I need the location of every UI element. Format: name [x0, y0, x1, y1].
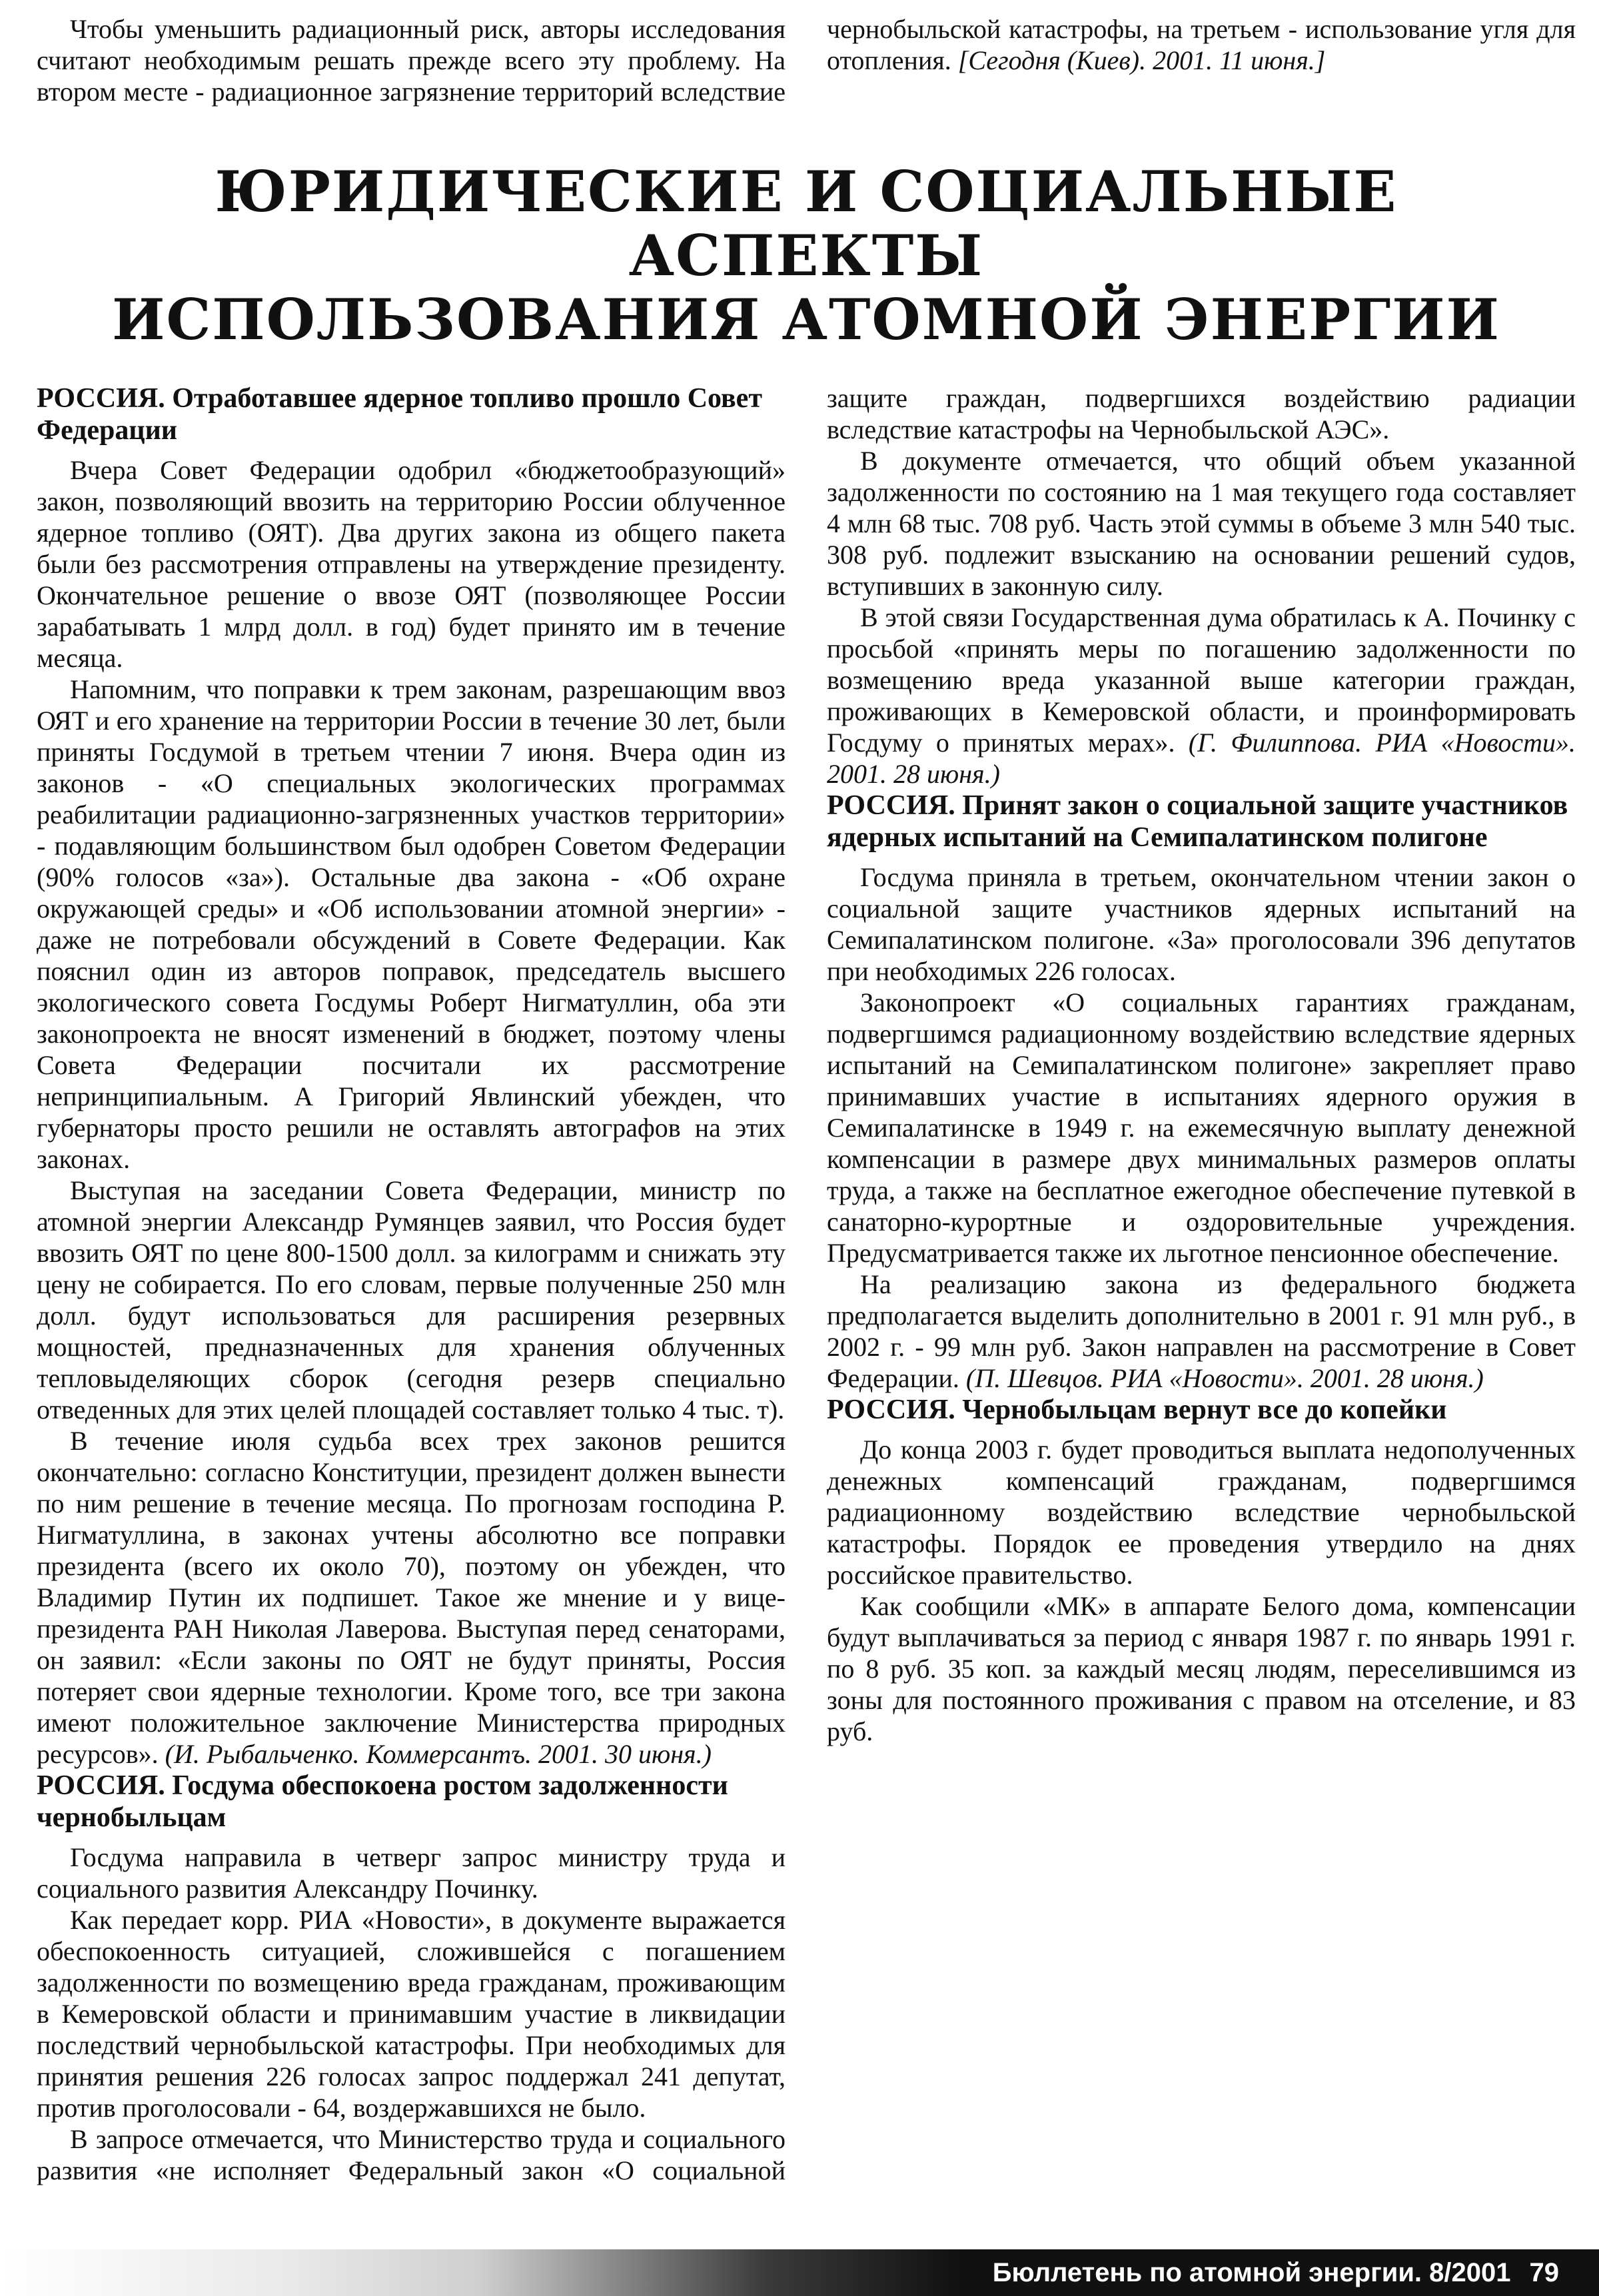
article-text: В течение июля судьба всех трех законов решится окончательно: согласно Конституции, президент должен вынести по ним решение в течение месяца. По прогнозам господина Р. Нигматуллина, в законах учтены абсолютно все поправки президента (всего их около 70), поэтому он убежден, что Владимир Путин их подпишет. Такое же мнение и у вице-президента РАН Николая Лаверова. Выступая перед сенаторами, он заявил: «Если законы по ОЯТ не будут приняты, Россия потеряет свои ядерные технологии. Кроме того, все три закона имеют положительное заключение Министерства природных ресурсов». [37, 1426, 786, 1769]
section-title-line1: ЮРИДИЧЕСКИЕ И СОЦИАЛЬНЫЕ АСПЕКТЫ [215, 159, 1398, 288]
article-heading: РОССИЯ. Принят закон о социальной защите участников ядерных испытаний на Семипалатинском полигоне [827, 790, 1568, 853]
section-title [37, 160, 1576, 352]
article-text: На реализацию закона из федерального бюджета предполагается выделить дополнительно в 2001 г. 91 млн руб., в 2002 г. - 99 млн руб. Закон направлен на рассмотрение в Совет Федерации. [827, 1269, 1576, 1393]
page-footer [0, 2249, 1599, 2296]
article-paragraph: Вчера Совет Федерации одобрил «бюджетообразующий» закон, позволяющий ввозить на территорию России облученное ядерное топливо (ОЯТ). Два других закона из общего пакета были без рассмотрения отправлены на утверждение президенту. Окончательное решение о ввозе ОЯТ (позволяющее России зарабатывать 1 млрд долл. в год) будет принято им в течение месяца. [37, 455, 786, 673]
article-4 [827, 1394, 1576, 1747]
article-heading: РОССИЯ. Чернобыльцам вернут все до копейки [827, 1395, 1447, 1425]
article-columns [37, 382, 1576, 2248]
article-paragraph: До конца 2003 г. будет проводиться выплата недополученных денежных компенсаций гражданам, подвергшимся радиационному воздействию вследствие чернобыльской катастрофы. Порядок ее проведения утвердило на днях российское правительство. [827, 1435, 1576, 1590]
article-paragraph: В запросе отмечается, что Министерство труда и социального развития «не исполняет Федеральный закон «О социальной защите граждан, подвергшихся воздействию радиации вследствие катастрофы на Чернобыльской АЭС». [37, 383, 1576, 2185]
article-3 [827, 790, 1576, 1394]
section-title-line2: ИСПОЛЬЗОВАНИЯ АТОМНОЙ ЭНЕРГИИ [112, 287, 1500, 352]
article-heading: РОССИЯ. Отработавшее ядерное топливо прошло Совет Федерации [37, 383, 762, 446]
article-paragraph: Как передает корр. РИА «Новости», в документе выражается обеспокоенность ситуацией, сложившейся с погашением задолженности по возмещению вреда гражданам, проживающим в Кемеровской области и принимавшим участие в ликвидации последствий чернобыльской катастрофы. При необходимых для принятия решения 226 голосах запрос поддержал 241 депутат, против проголосовали - 64, воздержавшихся не было. [37, 1905, 786, 2123]
document-page [37, 13, 1576, 2232]
continuation-paragraph [37, 13, 1576, 107]
article-paragraph: Госдума приняла в третьем, окончательном чтении закон о социальной защите участников ядерных испытаний на Семипалатинском полигоне. «За» проголосовали 396 депутатов при необходимых 226 голосах. [827, 862, 1576, 986]
footer-text [993, 2256, 1559, 2289]
article-1 [37, 382, 786, 1770]
citation: [Сегодня (Киев). 2001. 11 июня.] [957, 45, 1326, 75]
citation: (И. Рыбальченко. Коммерсантъ. 2001. 30 июня.) [165, 1739, 712, 1769]
page-number: 79 [1529, 2258, 1559, 2287]
publication-name: Бюллетень по атомной энергии. 8/2001 [992, 2258, 1511, 2287]
article-paragraph: Законопроект «О социальных гарантиях гражданам, подвергшимся радиационному воздействию вследствие ядерных испытаний на Семипалатинском полигоне» закрепляет право принимавших участие в испытаниях ядерного оружия в Семипалатинске в 1949 г. на ежемесячную выплату денежной компенсации в размере двух минимальных размеров оплаты труда, а также на бесплатное ежегодное обеспечение путевкой в санаторно-курортные и оздоровительные учреждения. Предусматривается также их льготное пенсионное обеспечение. [827, 987, 1576, 1268]
citation: (П. Шевцов. РИА «Новости». 2001. 28 июня.) [965, 1363, 1484, 1393]
article-paragraph: Напомним, что поправки к трем законам, разрешающим ввоз ОЯТ и его хранение на территории России в течение 30 лет, были приняты Госдумой в третьем чтении 7 июня. Вчера один из законов - «О специальных экологических программах реабилитации радиационно-загрязненных участков территории» - подавляющим большинством был одобрен Советом Федерации (90% голосов «за»). Остальные два закона - «Об охране окружающей среды» и «Об использовании атомной энергии» - даже не потребовали обсуждений в Совете Федерации. Как пояснил один из авторов поправок, председатель высшего экологического совета Госдумы Роберт Нигматуллин, оба эти законопроекта не вносят изменений в бюджет, поэтому члены Совета Федерации посчитали их рассмотрение непринципиальным. А Григорий Явлинский убежден, что губернаторы просто решили не оставлять автографов на этих законах. [37, 674, 786, 1174]
article-text: В этой связи Государственная дума обратилась к А. Починку с просьбой «принять меры по погашению задолженности по возмещению вреда указанной выше категории граждан, проживающих в Кемеровской области, и проинформировать Госдуму о принятых мерах». [827, 602, 1576, 758]
article-heading: РОССИЯ. Госдума обеспокоена ростом задолженности чернобыльцам [37, 1770, 728, 1833]
article-paragraph [827, 1269, 1576, 1394]
continuation-text: Чтобы уменьшить радиационный риск, авторы исследования считают необходимым решать прежде всего эту проблему. На втором месте - радиационное загрязнение территорий вследствие чернобыльской катастрофы, на третьем - использование угля для отопления. [37, 14, 1576, 107]
article-paragraph: Выступая на заседании Совета Федерации, министр по атомной энергии Александр Румянцев заявил, что Россия будет ввозить ОЯТ по цене 800-1500 долл. за килограмм и снижать эту цену не собирается. По его словам, первые полученные 250 млн долл. будут использоваться для расширения резервных мощностей, предназначенных для хранения облученных тепловыделяющих сборок (сегодня резерв специально отведенных для этих целей площадей составляет только 4 тыс. т). [37, 1175, 786, 1425]
citation: (Г. Филиппова. РИА «Новости». 2001. 28 июня.) [827, 728, 1576, 789]
article-paragraph: Госдума направила в четверг запрос министру труда и социального развития Александру Починку. [37, 1842, 786, 1904]
article-paragraph [827, 602, 1576, 790]
article-paragraph: В документе отмечается, что общий объем указанной задолженности по состоянию на 1 мая текущего года составляет 4 млн 68 тыс. 708 руб. Часть этой суммы в объеме 3 млн 540 тыс. 308 руб. подлежит взысканию на основании решений судов, вступивших в законную силу. [827, 446, 1576, 601]
article-paragraph [37, 1425, 786, 1770]
article-paragraph: Как сообщили «МК» в аппарате Белого дома, компенсации будут выплачиваться за период с января 1987 г. по январь 1991 г. по 8 руб. 35 коп. за каждый месяц людям, переселившимся из зоны для постоянного проживания с правом на отселение, и 83 руб. [827, 1591, 1576, 1746]
top-continuation [37, 13, 1576, 140]
